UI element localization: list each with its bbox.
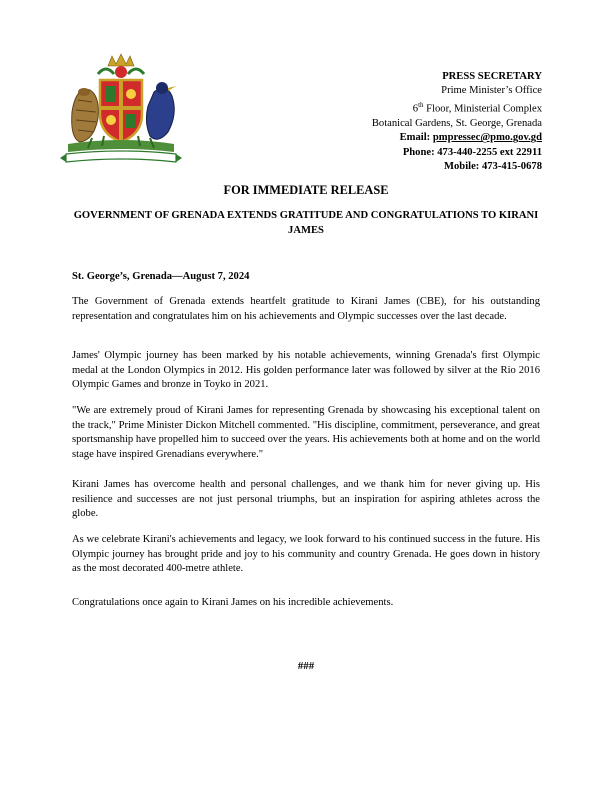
office-name: Prime Minister’s Office [441,85,542,97]
address-line-2: Botanical Gardens, St. George, Grenada [371,118,542,130]
body-paragraph-6: Congratulations once again to Kirani James on his incredible achievements. [72,597,394,608]
mobile-line: Mobile: 473-415-0678 [444,160,542,172]
email-label: Email: [399,132,433,144]
body-paragraph-4: Kirani James has overcome health and personal challenges, and we thank him for never giving up. His resilience and successes are not just personal triumphs, but an inspiration for aspiring athletes across the globe. [72,479,540,520]
grenada-coat-of-arms-icon [58,52,184,170]
body-paragraph-3: "We are extremely proud of Kirani James for representing Grenada by showcasing his exceptional talent on the track," Prime Minister Dickon Mitchell commented. "His discipline, commitment, perseverance, and great sportsmanship have propelled him to succeed over the years. His achievements both at home and on the world stage have inspired Grenadians everywhere." [72,405,540,460]
floor-number: 6 [412,103,419,115]
end-mark: ### [297,660,315,672]
address-line-1 [372,98,542,117]
email-line [372,131,542,145]
release-label: FOR IMMEDIATE RELEASE [223,183,389,197]
floor-rest: Floor, Ministerial Complex [423,103,542,115]
floor-suffix: th [418,101,424,110]
body-paragraph-5: As we celebrate Kirani's achievements and legacy, we look forward to his continued success in the future. His Olympic journey has brought pride and joy to his community and country Grenada. He goes down in history as the most decorated 400-metre athlete. [72,534,540,575]
email-link[interactable]: pmpressec@pmo.gov.gd [432,132,542,144]
contact-block [372,70,542,174]
office-title: PRESS SECRETARY [442,71,542,82]
headline: GOVERNMENT OF GRENADA EXTENDS GRATITUDE AND CONGRATULATIONS TO KIRANI JAMES [73,210,539,236]
body-paragraph-2: James' Olympic journey has been marked by his notable achievements, winning Grenada's first Olympic medal at the London Olympics in 2012. His golden performance later was followed by silver at the Rio 2016 Olympic Games and bronze in Toyko in 2021. [72,350,540,391]
body-paragraph-1: The Government of Grenada extends heartfelt gratitude to Kirani James (CBE), for his outstanding representation and congratulates him on his achievements and Olympic successes over the last decade. [72,296,540,322]
dateline: St. George’s, Grenada—August 7, 2024 [72,271,250,282]
phone-line: Phone: 473-440-2255 ext 22911 [402,146,542,158]
